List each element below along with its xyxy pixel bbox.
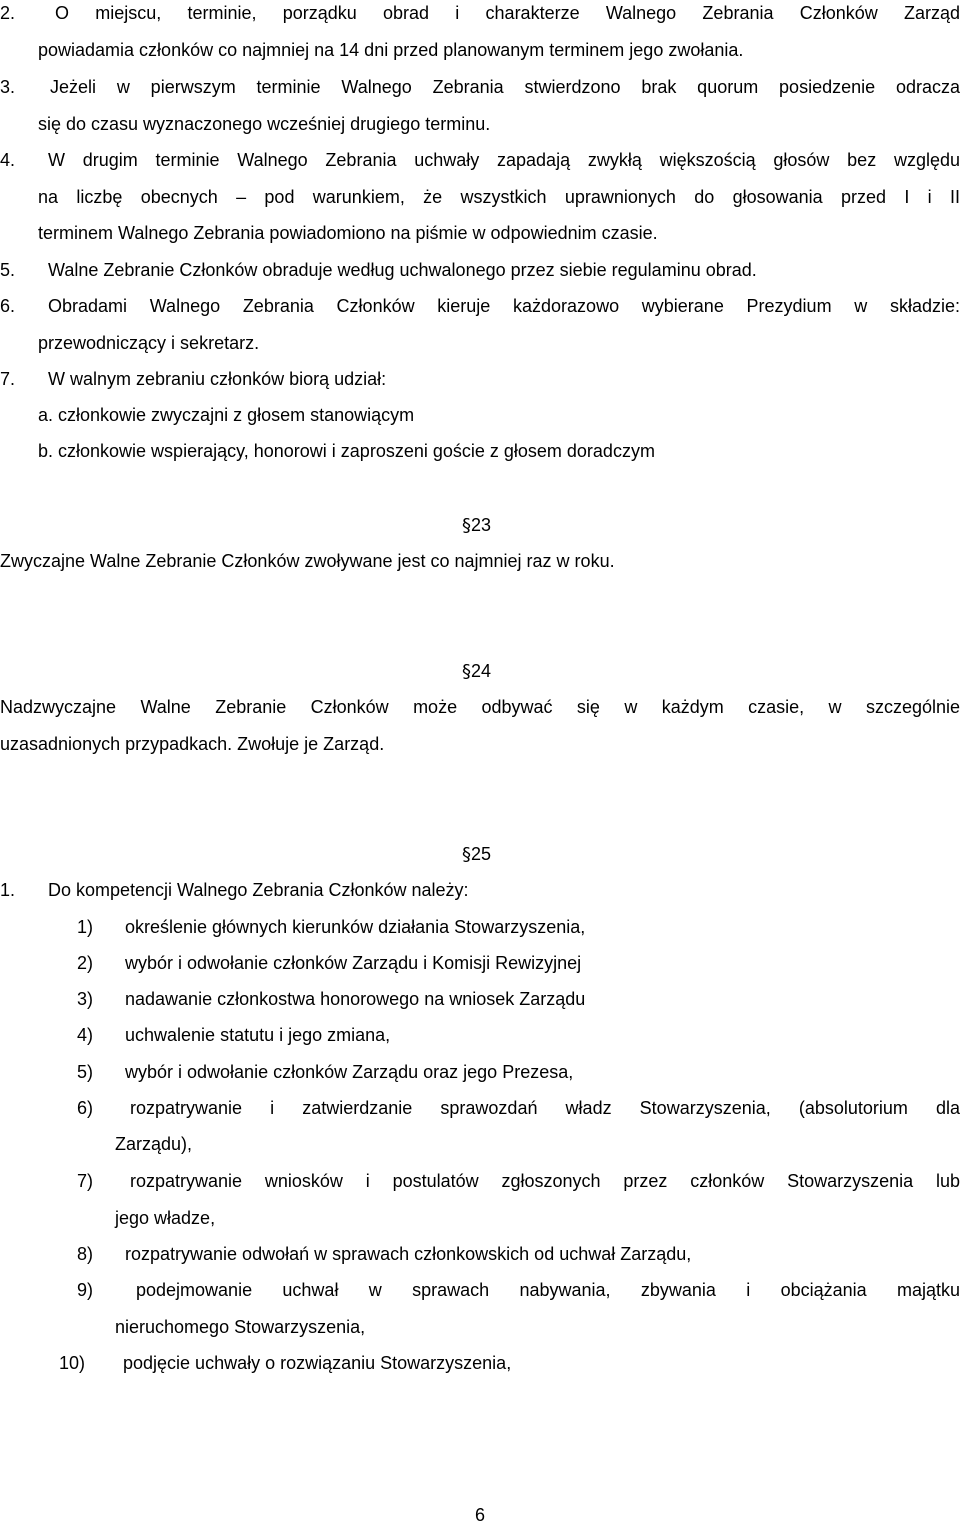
item-text: powiadamia członków co najmniej na 14 dni przed planowanym terminem jego zwołania. [38, 40, 744, 60]
item-number: 2. [0, 3, 16, 23]
competence-item-text: podjęcie uchwały o rozwiązaniu Stowarzyszenia, [123, 1353, 512, 1373]
section-heading [462, 843, 491, 866]
item-text: Walne Zebranie Członków obraduje według uchwalonego przez siebie regulaminu obrad. [48, 260, 757, 280]
competence-intro: Do kompetencji Walnego Zebrania Członków należy: [48, 880, 469, 900]
item-text: terminem Walnego Zebrania powiadomiono na piśmie w odpowiednim czasie. [38, 223, 658, 243]
competence-item-text: wybór i odwołanie członków Zarządu i Komisji Rewizyjnej [125, 953, 582, 973]
section-heading [462, 660, 491, 683]
item-text: Jeżeli w pierwszym terminie Walnego Zebrania stwierdzono brak quorum posiedzenie odracza [50, 77, 960, 97]
item-text: się do czasu wyznaczonego wcześniej drugiego terminu. [38, 114, 491, 134]
paragraph: uzasadnionych przypadkach. Zwołuje je Zarząd. [0, 734, 385, 754]
item-text: W drugim terminie Walnego Zebrania uchwały zapadają zwykłą większością głosów bez względu [48, 150, 960, 170]
competence-item-text: podejmowanie uchwał w sprawach nabywania, zbywania i obciążania majątku [136, 1280, 960, 1300]
competence-item-text: rozpatrywanie wniosków i postulatów zgłoszonych przez członków Stowarzyszenia lub [130, 1171, 960, 1191]
page-number: 6 [474, 1505, 485, 1525]
competence-item-number: 2) [77, 953, 94, 973]
paragraph: Nadzwyczajne Walne Zebranie Członków może odbywać się w każdym czasie, w szczególnie [0, 697, 960, 717]
competence-item-number: 7) [77, 1171, 94, 1191]
item-number: 5. [0, 260, 16, 280]
section-symbol: § [462, 661, 471, 682]
paragraph: Zwyczajne Walne Zebranie Członków zwoływane jest co najmniej raz w roku. [0, 551, 615, 571]
competence-item-number: 5) [77, 1062, 94, 1082]
item-text: W walnym zebraniu członków biorą udział: [48, 369, 387, 389]
competence-item-text: rozpatrywanie odwołań w sprawach członkowskich od uchwał Zarządu, [125, 1244, 692, 1264]
competence-item-number: 4) [77, 1025, 94, 1045]
competence-item-text: rozpatrywanie i zatwierdzanie sprawozdań władz Stowarzyszenia, (absolutorium dla [130, 1098, 960, 1118]
section-number: 24 [471, 661, 492, 681]
item-number: 1. [0, 880, 16, 900]
competence-item-number: 9) [77, 1280, 94, 1300]
competence-item-text: określenie głównych kierunków działania Stowarzyszenia, [125, 917, 586, 937]
competence-item-text: jego władze, [115, 1208, 216, 1228]
competence-item-number: 6) [77, 1098, 94, 1118]
competence-item-text: nieruchomego Stowarzyszenia, [115, 1317, 366, 1337]
section-number: 23 [471, 515, 492, 535]
competence-item-number: 8) [77, 1244, 94, 1264]
item-text: O miejscu, terminie, porządku obrad i charakterze Walnego Zebrania Członków Zarząd [55, 3, 960, 23]
competence-item-text: Zarządu), [115, 1134, 193, 1154]
section-heading [462, 514, 491, 537]
section-symbol: § [462, 844, 471, 865]
item-number: 4. [0, 150, 16, 170]
competence-item-number: 3) [77, 989, 94, 1009]
competence-item-text: wybór i odwołanie członków Zarządu oraz jego Prezesa, [125, 1062, 574, 1082]
item-number: 3. [0, 77, 16, 97]
section-number: 25 [471, 844, 492, 864]
competence-item-number: 10) [59, 1353, 86, 1373]
item-number: 6. [0, 296, 16, 316]
item-text: Obradami Walnego Zebrania Członków kieruje każdorazowo wybierane Prezydium w składzie: [48, 296, 960, 316]
competence-item-number: 1) [77, 917, 94, 937]
item-number: 7. [0, 369, 16, 389]
item-text: na liczbę obecnych – pod warunkiem, że wszystkich uprawnionych do głosowania przed I i II [38, 187, 960, 207]
sub-item: b. członkowie wspierający, honorowi i zaproszeni goście z głosem doradczym [38, 441, 655, 461]
competence-item-text: uchwalenie statutu i jego zmiana, [125, 1025, 391, 1045]
competence-item-text: nadawanie członkostwa honorowego na wniosek Zarządu [125, 989, 586, 1009]
section-symbol: § [462, 515, 471, 536]
sub-item: a. członkowie zwyczajni z głosem stanowiącym [38, 405, 415, 425]
item-text: przewodniczący i sekretarz. [38, 333, 260, 353]
